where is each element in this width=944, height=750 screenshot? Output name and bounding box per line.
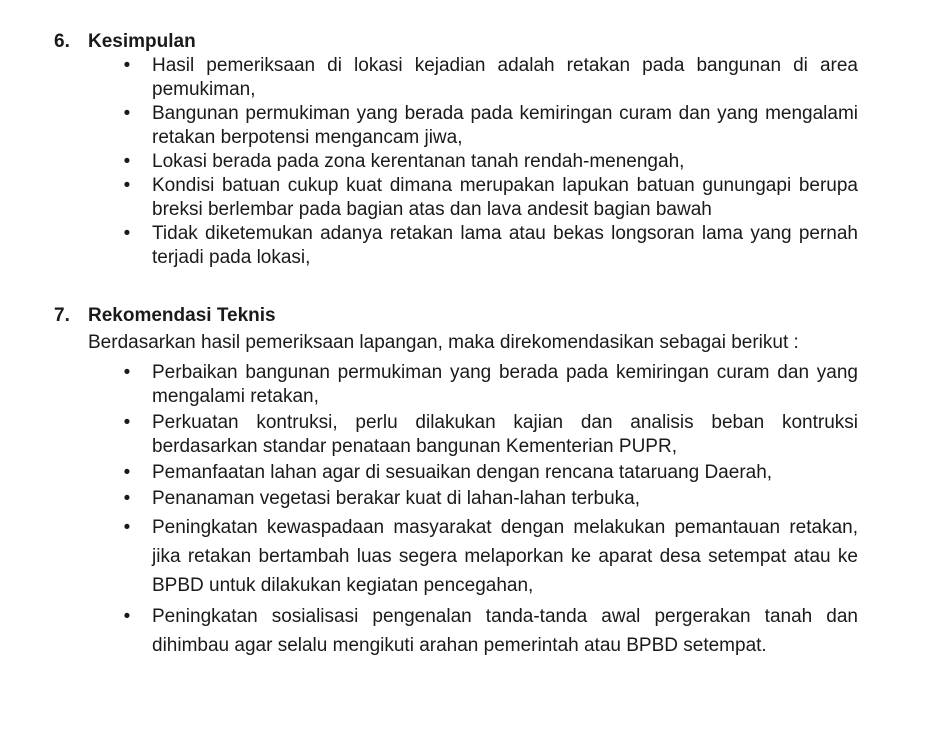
- list-item: [54, 150, 858, 174]
- bullet-icon: •: [123, 175, 131, 196]
- list-item-text: Pemanfaatan lahan agar di sesuaikan dengan rencana tataruang Daerah,: [152, 462, 773, 483]
- intro-paragraph: Berdasarkan hasil pemeriksaan lapangan, maka direkomendasikan sebagai berikut :: [88, 332, 799, 353]
- bullet-icon: •: [123, 223, 131, 244]
- list-item-text: Penanaman vegetasi berakar kuat di lahan-lahan terbuka,: [152, 488, 640, 509]
- section-title: Rekomendasi Teknis: [88, 305, 276, 326]
- list-item: [54, 461, 858, 485]
- section-title: Kesimpulan: [88, 31, 196, 52]
- kesimpulan-list: [54, 54, 858, 270]
- list-item-text: Perbaikan bangunan permukiman yang berada pada kemiringan curam dan yang mengalami retakan,: [152, 362, 858, 407]
- rekomendasi-list: [54, 361, 858, 660]
- list-item: [54, 222, 858, 270]
- bullet-icon: •: [123, 362, 131, 383]
- list-item-text: Perkuatan kontruksi, perlu dilakukan kajian dan analisis beban kontruksi berdasarkan standar penataan bangunan Kementerian PUPR,: [152, 412, 858, 457]
- bullet-icon: •: [123, 517, 131, 538]
- list-item: [54, 513, 858, 600]
- list-item: [54, 361, 858, 409]
- list-item-text: Tidak diketemukan adanya retakan lama atau bekas longsoran lama yang pernah terjadi pada lokasi,: [152, 223, 858, 268]
- section-number: 6.: [54, 31, 70, 52]
- bullet-icon: •: [123, 462, 131, 483]
- list-item: [54, 174, 858, 222]
- list-item: [54, 411, 858, 459]
- bullet-icon: •: [123, 488, 131, 509]
- bullet-icon: •: [123, 606, 131, 627]
- list-item: [54, 487, 858, 511]
- section-heading: [54, 304, 858, 328]
- bullet-icon: •: [123, 103, 131, 124]
- list-item-text: Peningkatan sosialisasi pengenalan tanda-tanda awal pergerakan tanah dan dihimbau agar selalu mengikuti arahan pemerintah atau BPBD setempat.: [152, 606, 858, 656]
- bullet-icon: •: [123, 151, 131, 172]
- list-item-text: Hasil pemeriksaan di lokasi kejadian adalah retakan pada bangunan di area pemukiman,: [152, 55, 858, 100]
- list-item: [54, 602, 858, 660]
- list-item-text: Kondisi batuan cukup kuat dimana merupakan lapukan batuan gunungapi berupa breksi berlembar pada bagian atas dan lava andesit bagian bawah: [152, 175, 858, 220]
- list-item: [54, 102, 858, 150]
- list-item: [54, 54, 858, 102]
- section-heading: [54, 30, 858, 54]
- bullet-icon: •: [123, 412, 131, 433]
- section-number: 7.: [54, 305, 70, 326]
- list-item-text: Lokasi berada pada zona kerentanan tanah rendah-menengah,: [152, 151, 685, 172]
- section-rekomendasi-teknis: [54, 304, 858, 660]
- bullet-icon: •: [123, 55, 131, 76]
- section-kesimpulan: [54, 30, 858, 270]
- list-item-text: Peningkatan kewaspadaan masyarakat dengan melakukan pemantauan retakan, jika retakan bertambah luas segera melaporkan ke aparat desa setempat atau ke BPBD untuk dilakukan kegiatan pencegahan,: [152, 517, 858, 596]
- list-item-text: Bangunan permukiman yang berada pada kemiringan curam dan yang mengalami retakan berpotensi mengancam jiwa,: [152, 103, 858, 148]
